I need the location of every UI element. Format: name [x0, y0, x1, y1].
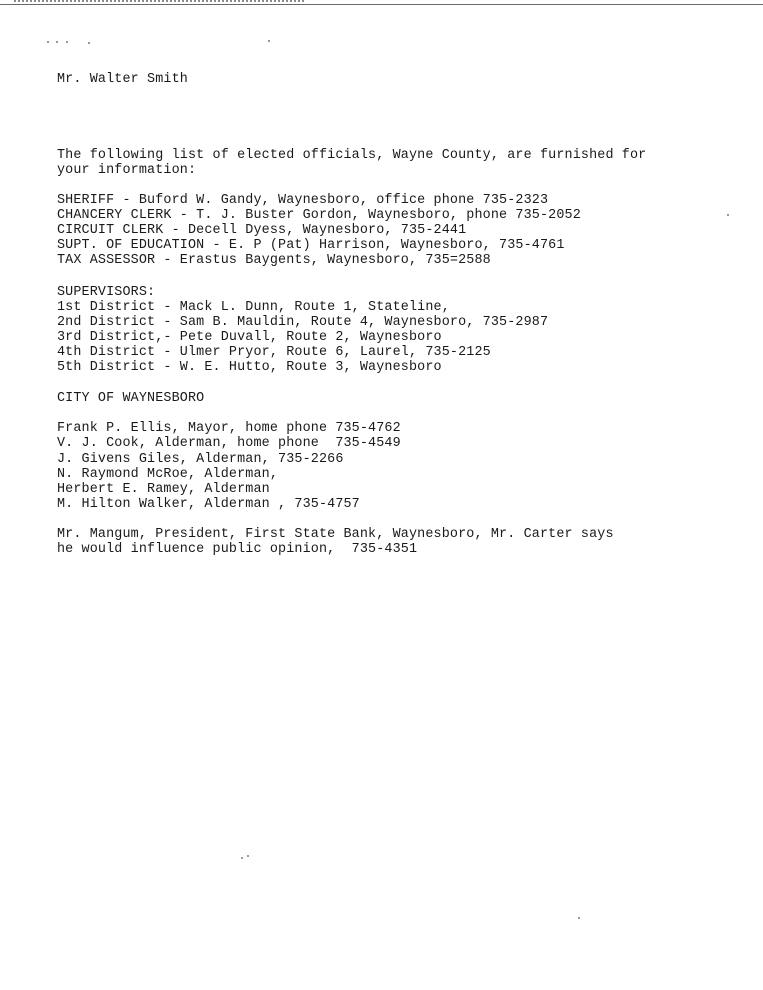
closing-line: Mr. Mangum, President, First State Bank, Waynesboro, Mr. Carter says [57, 527, 614, 542]
scan-speck [66, 41, 68, 43]
supervisor-line: 1st District - Mack L. Dunn, Route 1, Stateline, [57, 300, 450, 315]
closing-line: he would influence public opinion, 735-4351 [57, 542, 418, 557]
county-official-line: TAX ASSESSOR - Erastus Baygents, Waynesboro, 735=2588 [57, 253, 491, 268]
scan-speck [88, 42, 90, 44]
scan-speck [578, 917, 580, 919]
county-official-line: CHANCERY CLERK - T. J. Buster Gordon, Waynesboro, phone 735-2052 [57, 208, 581, 223]
scan-speck [268, 40, 270, 42]
supervisor-line: 2nd District - Sam B. Mauldin, Route 4, Waynesboro, 735-2987 [57, 315, 549, 330]
scan-speck [727, 214, 729, 216]
intro-line: your information: [57, 163, 197, 178]
scan-speck [56, 41, 58, 43]
supervisors-heading: SUPERVISORS: [57, 285, 156, 300]
top-dotted-rule [14, 0, 304, 6]
city-official-line: M. Hilton Walker, Alderman , 735-4757 [57, 497, 360, 512]
city-official-line: Herbert E. Ramey, Alderman [57, 482, 270, 497]
supervisor-line: 3rd District,- Pete Duvall, Route 2, Waynesboro [57, 330, 442, 345]
city-official-line: N. Raymond McRoe, Alderman, [57, 467, 279, 482]
county-official-line: SUPT. OF EDUCATION - E. P (Pat) Harrison, Waynesboro, 735-4761 [57, 238, 565, 253]
city-heading: CITY OF WAYNESBORO [57, 391, 205, 406]
supervisor-line: 4th District - Ulmer Pryor, Route 6, Laurel, 735-2125 [57, 345, 491, 360]
intro-line: The following list of elected officials, Wayne County, are furnished for [57, 148, 647, 163]
scan-speck [247, 855, 249, 857]
county-official-line: CIRCUIT CLERK - Decell Dyess, Waynesboro, 735-2441 [57, 223, 467, 238]
city-official-line: J. Givens Giles, Alderman, 735-2266 [57, 452, 344, 467]
city-official-line: Frank P. Ellis, Mayor, home phone 735-4762 [57, 421, 401, 436]
city-official-line: V. J. Cook, Alderman, home phone 735-4549 [57, 436, 401, 451]
supervisor-line: 5th District - W. E. Hutto, Route 3, Waynesboro [57, 360, 442, 375]
scan-speck [47, 41, 49, 43]
salutation: Mr. Walter Smith [57, 72, 188, 87]
county-official-line: SHERIFF - Buford W. Gandy, Waynesboro, office phone 735-2323 [57, 193, 549, 208]
scan-speck [241, 857, 243, 859]
